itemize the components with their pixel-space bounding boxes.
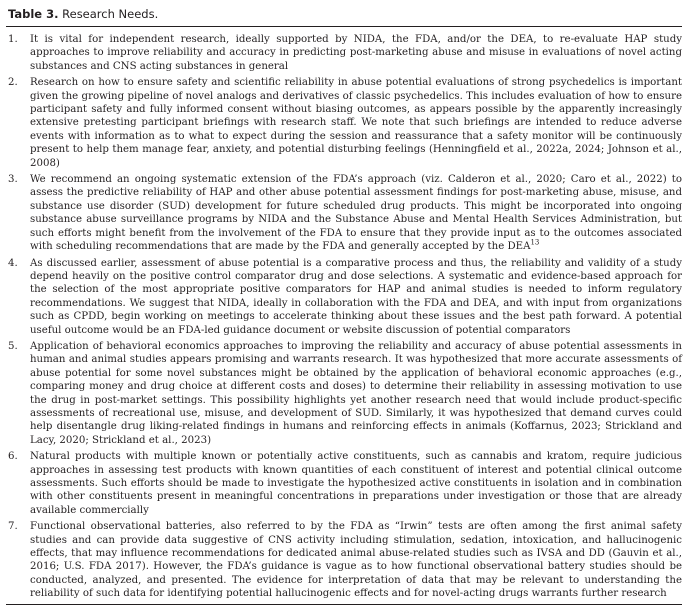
item-number: 3. [8, 174, 18, 186]
item-number: 6. [8, 451, 18, 463]
item-text: Research on how to ensure safety and scientific reliability in abuse potential evaluations of strong psychedelics is important given the growing pipeline of novel analogs and derivatives of classic psychedelics. This includes evaluation of how to ensure participant safety and fully informed consent without biasing outcomes, as appears possible by the apparently increasingly extensive pretesting participant briefings with research staff. We note that such briefings are intended to reduce adverse events with information as to what to expect during the session and reassurance that a safety monitor will be continuously present to help them manage fear, anxiety, and potential disturbing feelings (Henningfield et al., 2022a, 2024; Johnson et al., 2008) [30, 77, 682, 169]
item-number: 5. [8, 340, 18, 352]
list-item [6, 257, 682, 337]
table-caption [8, 6, 682, 22]
list-item [6, 520, 682, 600]
item-number: 4. [8, 257, 18, 269]
item-number: 1. [8, 34, 18, 45]
item-number: 7. [8, 521, 18, 533]
item-text: Functional observational batteries, also referred to by the FDA as “Irwin” tests are often among the first animal safety studies and can provide data suggestive of CNS activity including stimulation, sedation, intoxication, and hallucinogenic effects, that may influence recommendations for dedicated animal abuse-related studies such as IVSA and DD (Gauvin et al., 2016; U.S. FDA 2017). However, the FDA’s guidance is vague as to how functional observational battery studies should be conducted, analyzed, and presented. The evidence for interpretation of data that may be relevant to understanding the reliability of such data for identifying potential hallucinogenic effects and for novel-acting drugs warrants further research [30, 521, 682, 600]
item-text-wrap [30, 173, 682, 253]
research-needs-list [6, 27, 682, 601]
table-title: Research Needs. [62, 7, 159, 21]
list-item [6, 340, 682, 447]
list-item [6, 450, 682, 517]
list-item [6, 33, 682, 73]
item-text: It is vital for independent research, ideally supported by NIDA, the FDA, and/or the DEA, to re-evaluate HAP study approaches to improve reliability and accuracy in predicting post-marketing abuse and misuse in evaluations of novel acting substances and CNS acting substances in general [30, 34, 682, 72]
footnote-ref: 13 [530, 238, 540, 247]
list-item [6, 173, 682, 253]
table-label: Table 3. [8, 7, 59, 21]
item-text: As discussed earlier, assessment of abuse potential is a comparative process and thus, the reliability and validity of a study depend heavily on the positive control comparator drug and dose selections. A systematic and evidence-based approach for the selection of the most appropriate positive comparators for HAP and animal studies is needed to inform regulatory recommendations. We suggest that NIDA, ideally in collaboration with the FDA and DEA, and with input from organizations such as CPDD, begin working on meetings to accelerate thinking about these issues and the best path forward. A potential useful outcome would be an FDA-led guidance document or website discussion of potential comparators [30, 257, 682, 336]
item-text: We recommend an ongoing systematic extension of the FDA’s approach (viz. Calderon et al., 2020; Caro et al., 2022) to assess the predictive reliability of HAP and other abuse potential assessment findings for post-marketing abuse, misuse, and substance use disorder (SUD) development for future scheduled drug products. This might be incorporated into ongoing substance abuse surveillance programs by NIDA and the Substance Abuse and Mental Health Services Administration, but such efforts might benefit from the involvement of the FDA to ensure that they provide input as to the outcomes associated with scheduling recommendations that are made by the FDA and generally accepted by the DEA [30, 174, 682, 253]
item-text: Application of behavioral economics approaches to improving the reliability and accuracy of abuse potential assessments in human and animal studies appears promising and warrants research. It was hypothesized that more accurate assessments of abuse potential for some novel substances might be obtained by the application of behavioral economic approaches (e.g., comparing money and drug choice at different costs and doses) to determine their reliability in assessing motivation to use the drug in post-market settings. This possibility highlights yet another research need that would include product-specific assessments of recreational use, misuse, and development of SUD. Similarly, it was hypothesized that demand curves could help disentangle drug liking-related findings in humans and reinforcing effects in animals (Koffarnus, 2023; Strickland and Lacy, 2020; Strickland et al., 2023) [30, 340, 682, 446]
item-text: Natural products with multiple known or potentially active constituents, such as cannabis and kratom, require judicious approaches in assessing test products with known quantities of each constituent of interest and potential clinical outcome assessments. Such efforts should be made to investigate the hypothesized active constituents in isolation and in combination with other constituents present in meaningful concentrations in preparations under investigation or those that are already available commercially [30, 451, 682, 516]
list-item [6, 76, 682, 170]
item-number: 2. [8, 77, 18, 89]
bottom-rule [6, 604, 682, 605]
